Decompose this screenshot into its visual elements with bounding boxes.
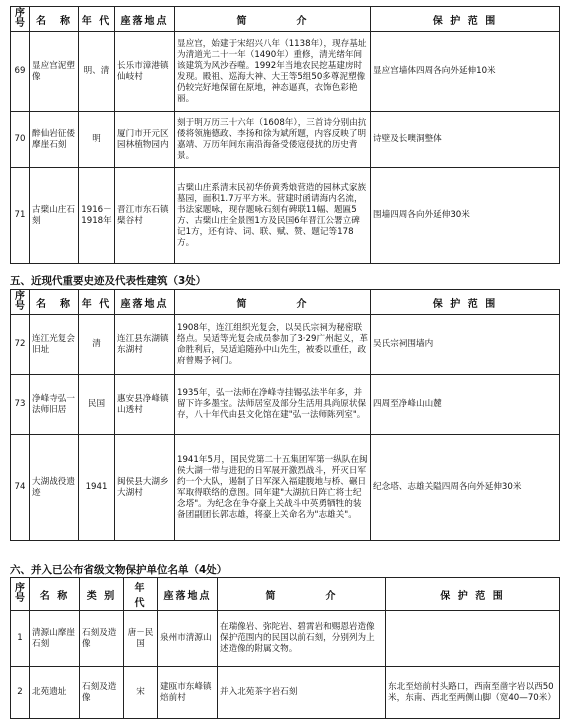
section-heading: 五、近现代重要史迹及代表性建筑（3处）	[10, 275, 207, 287]
col-header-era: 年 代	[79, 7, 115, 32]
cell-location: 厦门市开元区园林植物园内	[115, 112, 175, 168]
col-header-era: 年 代	[124, 578, 158, 611]
cell-description: 在瑞像岩、弥陀岩、碧霄岩和赐恩岩造像保护范围内的民国以前石刻，分别列为上述造像的附属文物。	[218, 611, 386, 667]
col-header-name: 名 称	[30, 578, 80, 611]
cell-location: 长乐市漳港镇仙岐村	[115, 32, 175, 112]
cell-location: 连江县东湖镇东湖村	[115, 315, 175, 375]
cell-no: 2	[11, 667, 30, 719]
cell-no: 70	[11, 112, 30, 168]
table-row	[11, 315, 560, 375]
cell-no: 1	[11, 611, 30, 667]
cell-name: 古檗山庄石刻	[30, 168, 79, 264]
cell-no: 69	[11, 32, 30, 112]
cell-era: 宋	[124, 667, 158, 719]
cell-scope: 显应宫墙体四周各向外延伸10米	[371, 32, 560, 112]
cell-name: 连江光复会旧址	[30, 315, 79, 375]
cell-name: 醉仙岩征倭摩崖石刻	[30, 112, 79, 168]
cell-name: 大湖战役遗迹	[30, 435, 79, 541]
cell-category: 石刻及造像	[80, 611, 124, 667]
cell-description: 刻于明万历三十六年（1608年），三首诗分别由抗倭将领施德政、李扬和徐为斌所题，内容反映了明嘉靖、万历年间东南沿海备受倭寇侵扰的历史背景。	[175, 112, 371, 168]
col-header-name: 名 称	[30, 7, 79, 32]
cell-era: 明、清	[79, 32, 115, 112]
cell-name: 清源山摩崖石刻	[30, 611, 80, 667]
col-header-no: 序号	[11, 290, 30, 315]
cell-era: 1916－1918年	[79, 168, 115, 264]
cell-location: 泉州市清源山	[158, 611, 218, 667]
col-header-scope: 保 护 范 围	[371, 7, 560, 32]
cell-era: 民国	[79, 375, 115, 435]
cell-no: 73	[11, 375, 30, 435]
cell-location: 建瓯市东峰镇焙前村	[158, 667, 218, 719]
table-row	[11, 435, 560, 541]
cell-location: 闽侯县大湖乡大湖村	[115, 435, 175, 541]
cell-scope: 四周至净峰山山麓	[371, 375, 560, 435]
cell-description: 并入北苑茶字岩石刻	[218, 667, 386, 719]
relics-table-continued	[10, 6, 560, 264]
col-header-description: 简 介	[175, 7, 371, 32]
cell-location: 晋江市东石镇檗谷村	[115, 168, 175, 264]
cell-scope: 纪念塔、志雄关隘四周各向外延伸30米	[371, 435, 560, 541]
cell-description: 显应宫，始建于宋绍兴八年（1138年），现存基址为清道光二十一年（1490年）重修，清光绪年间该建筑为风沙吞噬。1992年当地农民挖基建房时发现。殿祖、巡海大神、大王等5组50多尊泥塑像仍较完好地保留在原地，神态逼真，衣饰色彩艳丽。	[175, 32, 371, 112]
table-row	[11, 32, 560, 112]
col-header-scope: 保 护 范 围	[386, 578, 560, 611]
table-header-row	[11, 290, 560, 315]
cell-name: 显应宫泥塑像	[30, 32, 79, 112]
table-header-row	[11, 7, 560, 32]
col-header-era: 年 代	[79, 290, 115, 315]
col-header-description: 简 介	[218, 578, 386, 611]
cell-no: 72	[11, 315, 30, 375]
cell-scope	[386, 611, 560, 667]
cell-no: 71	[11, 168, 30, 264]
col-header-scope: 保 护 范 围	[371, 290, 560, 315]
table-row	[11, 375, 560, 435]
cell-location: 惠安县净峰镇山透村	[115, 375, 175, 435]
col-header-description: 简 介	[175, 290, 371, 315]
cell-era: 明	[79, 112, 115, 168]
col-header-location: 座落地点	[158, 578, 218, 611]
cell-era: 清	[79, 315, 115, 375]
table-header-row	[11, 578, 560, 611]
cell-description: 1941年5月，国民党第二十五集团军第一纵队在闽侯大湖一带与进犯的日军展开激烈战斗，歼灭日军约一个大队，遏制了日军深入福建腹地与桥、碾日军取得联络的意图。同年建"大湖抗日阵亡将士纪念塔"。为纪念在争夺豪上关战斗中英勇牺牲的装备团副团长郭志雄，将豪上关命名为"志雄关"。	[175, 435, 371, 541]
modern-sites-table	[10, 289, 560, 541]
cell-no: 74	[11, 435, 30, 541]
cell-description: 古檗山庄系清末民初华侨黄秀烺营造的园林式家族墓园，面积1.7万平方米。营建时函请海内名流，书法家题咏，现存题咏石刻有碑联11幅、题匾5方、古檗山庄全景图1方及民国6年晋江公署立碑记1方，还有诗、词、联、赋、赞、题记等178方。	[175, 168, 371, 264]
cell-name: 净峰寺弘一法师旧居	[30, 375, 79, 435]
merged-units-table	[10, 577, 560, 719]
cell-scope: 吴氏宗祠围墙内	[371, 315, 560, 375]
table-row	[11, 112, 560, 168]
col-header-no: 序号	[11, 7, 30, 32]
cell-era: 1941	[79, 435, 115, 541]
col-header-no: 序号	[11, 578, 30, 611]
col-header-category: 类 别	[80, 578, 124, 611]
cell-category: 石刻及造像	[80, 667, 124, 719]
cell-scope: 诗壁及长噢洞整体	[371, 112, 560, 168]
col-header-location: 座落地点	[115, 290, 175, 315]
cell-name: 北苑遗址	[30, 667, 80, 719]
cell-era: 唐－民国	[124, 611, 158, 667]
section-heading: 六、并入已公布省级文物保护单位名单（4处）	[10, 564, 228, 576]
col-header-location: 座落地点	[115, 7, 175, 32]
cell-scope: 东北至焙前村头路口，西南至凿字岩以西50米，东南、西北至两侧山脚（宽40—70米）	[386, 667, 560, 719]
cell-description: 1908年，连江组织光复会，以吴氏宗祠为秘密联络点。吴适等光复会成员参加了3·29广州起义，革命胜利后，吴适追随孙中山先生，被委以重任，政府曾赐予祠门。	[175, 315, 371, 375]
table-row	[11, 667, 560, 719]
table-row	[11, 168, 560, 264]
cell-description: 1935年，弘一法师在净峰寺挂锡弘法半年多，并留下许多墨宝。法师居室及部分生活用具尚原状保存，八十年代由县文化馆在建"弘一法师陈列室"。	[175, 375, 371, 435]
table-row	[11, 611, 560, 667]
cell-scope: 围墙四周各向外延伸30米	[371, 168, 560, 264]
col-header-name: 名 称	[30, 290, 79, 315]
